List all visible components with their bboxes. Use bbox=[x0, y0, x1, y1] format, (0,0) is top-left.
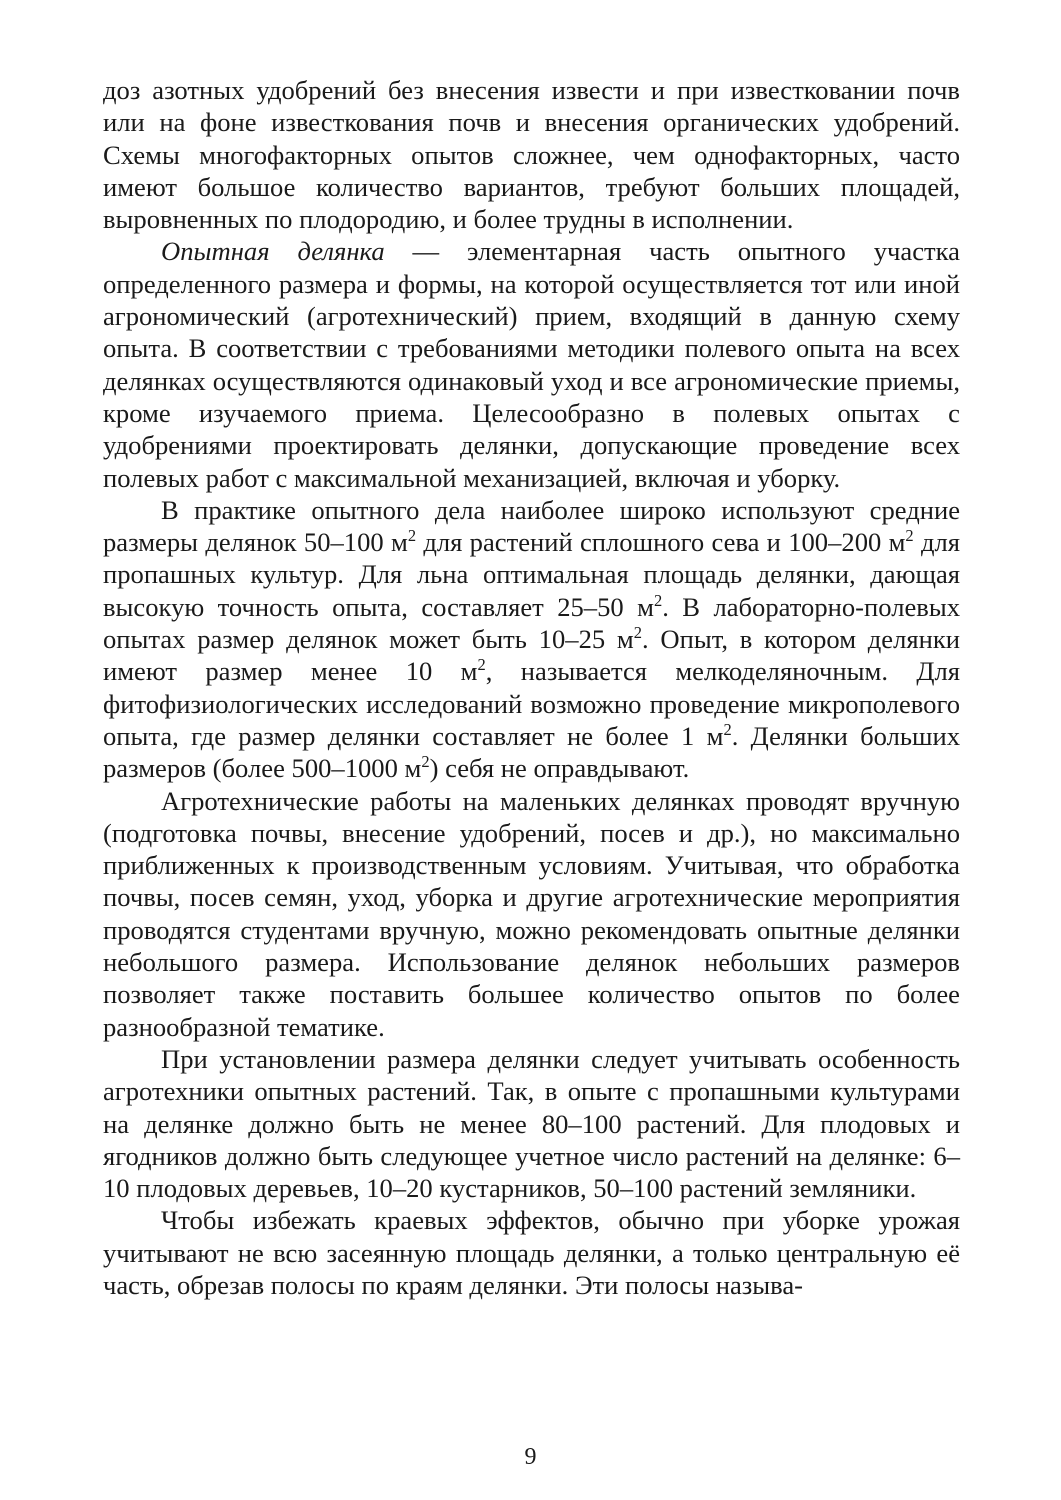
paragraph-2-text: — элементарная часть опытного участка определенного размера и формы, на которой осуществляется тот или иной агрономический (агротехнический) прием, входящий в данную схему опыта. В соответствии с требованиями методики полевого опыта на всех делянках осуществляются одинаковый уход и все агрономические приемы, кроме изучаемого приема. Целесообразно в полевых опытах с удобрениями проектировать делянки, допускающие проведение всех полевых работ с максимальной механизацией, включая и уборку. bbox=[103, 236, 960, 493]
p3-segment-5: . Опыт, в котором делянки имеют размер менее 10 м bbox=[103, 624, 960, 687]
term-experimental-plot: Опытная делянка bbox=[161, 236, 385, 267]
p3-segment-2: для растений сплошного сева и 100–200 м bbox=[416, 527, 906, 558]
page-number: 9 bbox=[524, 1444, 537, 1470]
p3-segment-3: для пропашных культур. Для льна оптимальная площадь делянки, дающая высокую точность опыта, составляет 25–50 м bbox=[103, 527, 960, 622]
p3-segment-1: В практике опытного дела наиболее широко используют средние размеры делянок 50–100 м bbox=[103, 494, 960, 558]
superscript-2: 2 bbox=[477, 655, 486, 675]
superscript-2: 2 bbox=[653, 590, 663, 610]
paragraph-2 bbox=[103, 235, 960, 493]
superscript-2: 2 bbox=[421, 752, 430, 772]
p3-segment-4: . В лабораторно-полевых опытах размер делянок может быть 10–25 м bbox=[103, 591, 960, 655]
paragraph-6: Чтобы избежать краевых эффектов, обычно при уборке урожая учитывают не всю засеянную площадь делянки, а только центральную её часть, обрезав полосы по краям делянки. Эти полосы называ- bbox=[103, 1205, 960, 1300]
superscript-2: 2 bbox=[905, 525, 914, 545]
superscript-2: 2 bbox=[633, 622, 642, 642]
page-body bbox=[103, 74, 960, 1301]
superscript-2: 2 bbox=[407, 525, 417, 545]
p3-segment-8: ) себя не оправдывают. bbox=[429, 753, 690, 784]
paragraph-3 bbox=[103, 494, 960, 785]
paragraph-5: При установлении размера делянки следует учитывать особенность агротехники опытных растений. Так, в опыте с пропашными культурами на делянке должно быть не менее 80–100 растений. Для плодовых и ягодников должно быть следующее учетное число растений на делянке: 6–10 плодовых деревьев, 10–20 кустарников, 50–100 растений земляники. bbox=[103, 1043, 960, 1204]
paragraph-1: доз азотных удобрений без внесения извести и при известковании почв или на фоне известкования почв и внесения органических удобрений. Схемы многофакторных опытов сложнее, чем однофакторных, часто имеют большое количество вариантов, требуют больших площадей, выровненных по плодородию, и более трудны в исполнении. bbox=[103, 75, 960, 235]
superscript-2: 2 bbox=[723, 719, 732, 739]
p3-segment-6: , называется мелкоделяночным. Для фитофизиологических исследований возможно проведение микрополевого опыта, где размер делянки составляет не более 1 м bbox=[103, 656, 960, 751]
paragraph-4: Агротехнические работы на маленьких делянках проводят вручную (подготовка почвы, внесение удобрений, посев и др.), но максимально приближенных к производственным условиям. Учитывая, что обработка почвы, посев семян, уход, уборка и другие агротехнические мероприятия проводятся студентами вручную, можно рекомендовать опытные делянки небольшого размера. Использование делянок небольших размеров позволяет также поставить большее количество опытов по более разнообразной тематике. bbox=[103, 785, 960, 1042]
p3-segment-7: . Делянки больших размеров (более 500–1000 м bbox=[103, 720, 961, 784]
